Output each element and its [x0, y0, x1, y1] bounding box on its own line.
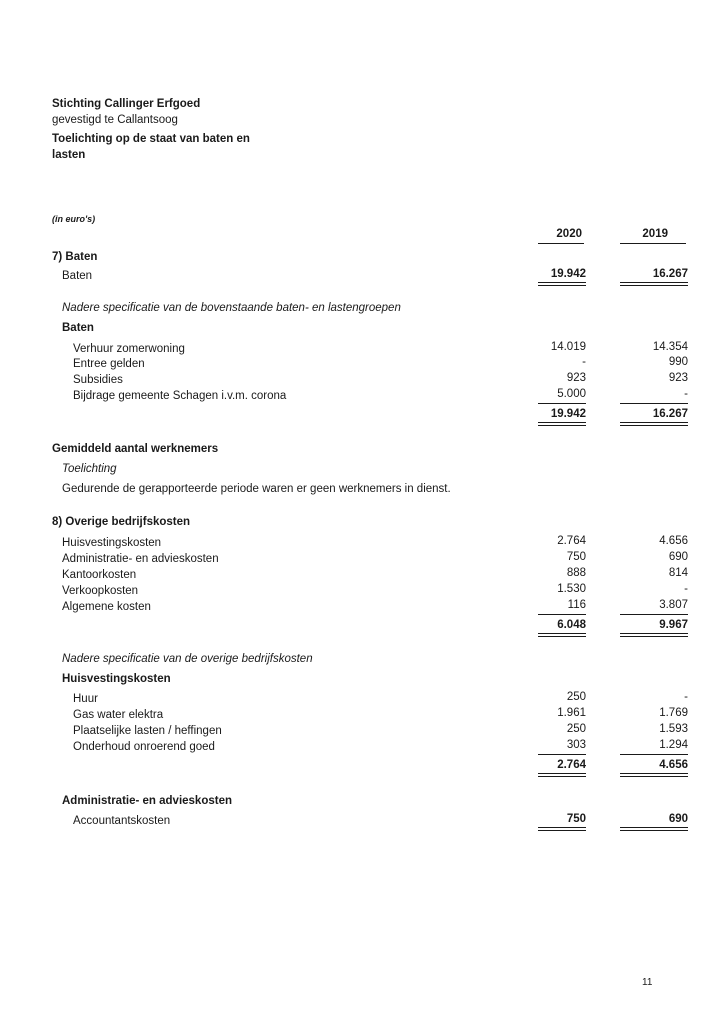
- cost-row-2020-3: 1.530: [557, 583, 586, 595]
- baten-total-2020: 19.942: [550, 408, 586, 420]
- double-underline: [620, 422, 688, 426]
- housing-row-label-1: Gas water elektra: [73, 709, 164, 721]
- baten-spec-heading: Nadere specificatie van de bovenstaande baten- en lastengroepen: [62, 302, 401, 314]
- column-underline-2020: [538, 243, 584, 244]
- baten-row-2020-2: 923: [566, 372, 586, 384]
- baten-label: Baten: [62, 270, 93, 282]
- housing-row-2020-3: 303: [566, 739, 586, 751]
- subtotal-underline: [538, 754, 586, 755]
- baten-row-2020-0: 14.019: [550, 341, 586, 353]
- double-underline: [620, 827, 688, 831]
- cost-row-2020-0: 2.764: [557, 535, 586, 547]
- housing-row-label-0: Huur: [73, 693, 98, 705]
- subtotal-underline: [620, 614, 688, 615]
- employees-text: Gedurende de gerapporteerde periode waren er geen werknemers in dienst.: [62, 483, 451, 495]
- section-7-heading: 7) Baten: [52, 251, 98, 263]
- admin-heading: Administratie- en advieskosten: [62, 795, 232, 807]
- org-location: gevestigd te Callantsoog: [52, 114, 178, 126]
- housing-row-2019-1: 1.769: [659, 707, 688, 719]
- cost-total-2020: 6.048: [557, 619, 586, 631]
- section-8-heading: 8) Overige bedrijfskosten: [52, 516, 191, 528]
- cost-row-2019-3: -: [684, 583, 688, 595]
- baten-row-label-1: Entree gelden: [73, 358, 145, 370]
- housing-total-2020: 2.764: [557, 759, 586, 771]
- cost-row-2019-1: 690: [668, 551, 688, 563]
- cost-row-label-2: Kantoorkosten: [62, 569, 137, 581]
- double-underline: [620, 633, 688, 637]
- baten-row-2019-3: -: [684, 388, 688, 400]
- cost-row-2020-4: 116: [567, 599, 586, 611]
- baten-row-label-2: Subsidies: [73, 374, 123, 386]
- baten-row-2019-0: 14.354: [652, 341, 688, 353]
- housing-row-2020-1: 1.961: [557, 707, 586, 719]
- subtotal-underline: [620, 754, 688, 755]
- double-underline: [538, 282, 586, 286]
- employees-subheading: Toelichting: [62, 463, 117, 475]
- baten-2019: 16.267: [652, 268, 688, 280]
- subtotal-underline: [538, 614, 586, 615]
- admin-row-2020: 750: [566, 813, 586, 825]
- cost-row-2019-4: 3.807: [659, 599, 688, 611]
- housing-total-2019: 4.656: [659, 759, 688, 771]
- column-underline-2019: [620, 243, 686, 244]
- baten-row-label-3: Bijdrage gemeente Schagen i.v.m. corona: [73, 390, 287, 402]
- column-header-2019: 2019: [642, 228, 668, 240]
- baten-group-heading: Baten: [62, 322, 94, 334]
- cost-spec-heading: Nadere specificatie van de overige bedrijfskosten: [62, 653, 313, 665]
- employees-heading: Gemiddeld aantal werknemers: [52, 443, 219, 455]
- baten-2020: 19.942: [550, 268, 586, 280]
- double-underline: [538, 827, 586, 831]
- housing-row-label-3: Onderhoud onroerend goed: [73, 741, 215, 753]
- baten-row-2019-2: 923: [668, 372, 688, 384]
- page-title-line2: lasten: [52, 149, 86, 161]
- cost-row-label-1: Administratie- en advieskosten: [62, 553, 219, 565]
- baten-total-2019: 16.267: [652, 408, 688, 420]
- org-name: Stichting Callinger Erfgoed: [52, 98, 201, 110]
- column-header-2020: 2020: [556, 228, 582, 240]
- cost-row-2019-2: 814: [668, 567, 688, 579]
- double-underline: [620, 773, 688, 777]
- double-underline: [538, 773, 586, 777]
- cost-row-label-4: Algemene kosten: [62, 601, 151, 613]
- cost-row-2020-2: 888: [566, 567, 586, 579]
- housing-row-label-2: Plaatselijke lasten / heffingen: [73, 725, 222, 737]
- double-underline: [620, 282, 688, 286]
- housing-row-2019-3: 1.294: [659, 739, 688, 751]
- baten-row-label-0: Verhuur zomerwoning: [73, 343, 185, 355]
- double-underline: [538, 633, 586, 637]
- cost-row-2020-1: 750: [566, 551, 586, 563]
- housing-row-2020-0: 250: [566, 691, 586, 703]
- page-number: 11: [642, 977, 653, 988]
- cost-total-2019: 9.967: [659, 619, 688, 631]
- cost-row-label-0: Huisvestingskosten: [62, 537, 162, 549]
- baten-row-2020-1: -: [582, 356, 586, 368]
- housing-row-2020-2: 250: [566, 723, 586, 735]
- double-underline: [538, 422, 586, 426]
- cost-row-label-3: Verkoopkosten: [62, 585, 139, 597]
- subtotal-underline: [620, 403, 688, 404]
- unit-note: (in euro's): [52, 214, 96, 224]
- housing-row-2019-0: -: [684, 691, 688, 703]
- housing-heading: Huisvestingskosten: [62, 673, 171, 685]
- admin-row-2019: 690: [668, 813, 688, 825]
- baten-row-2019-1: 990: [668, 356, 688, 368]
- subtotal-underline: [538, 403, 586, 404]
- housing-row-2019-2: 1.593: [659, 723, 688, 735]
- admin-row-label: Accountantskosten: [73, 815, 171, 827]
- page-title-line1: Toelichting op de staat van baten en: [52, 133, 250, 145]
- baten-row-2020-3: 5.000: [557, 388, 586, 400]
- cost-row-2019-0: 4.656: [659, 535, 688, 547]
